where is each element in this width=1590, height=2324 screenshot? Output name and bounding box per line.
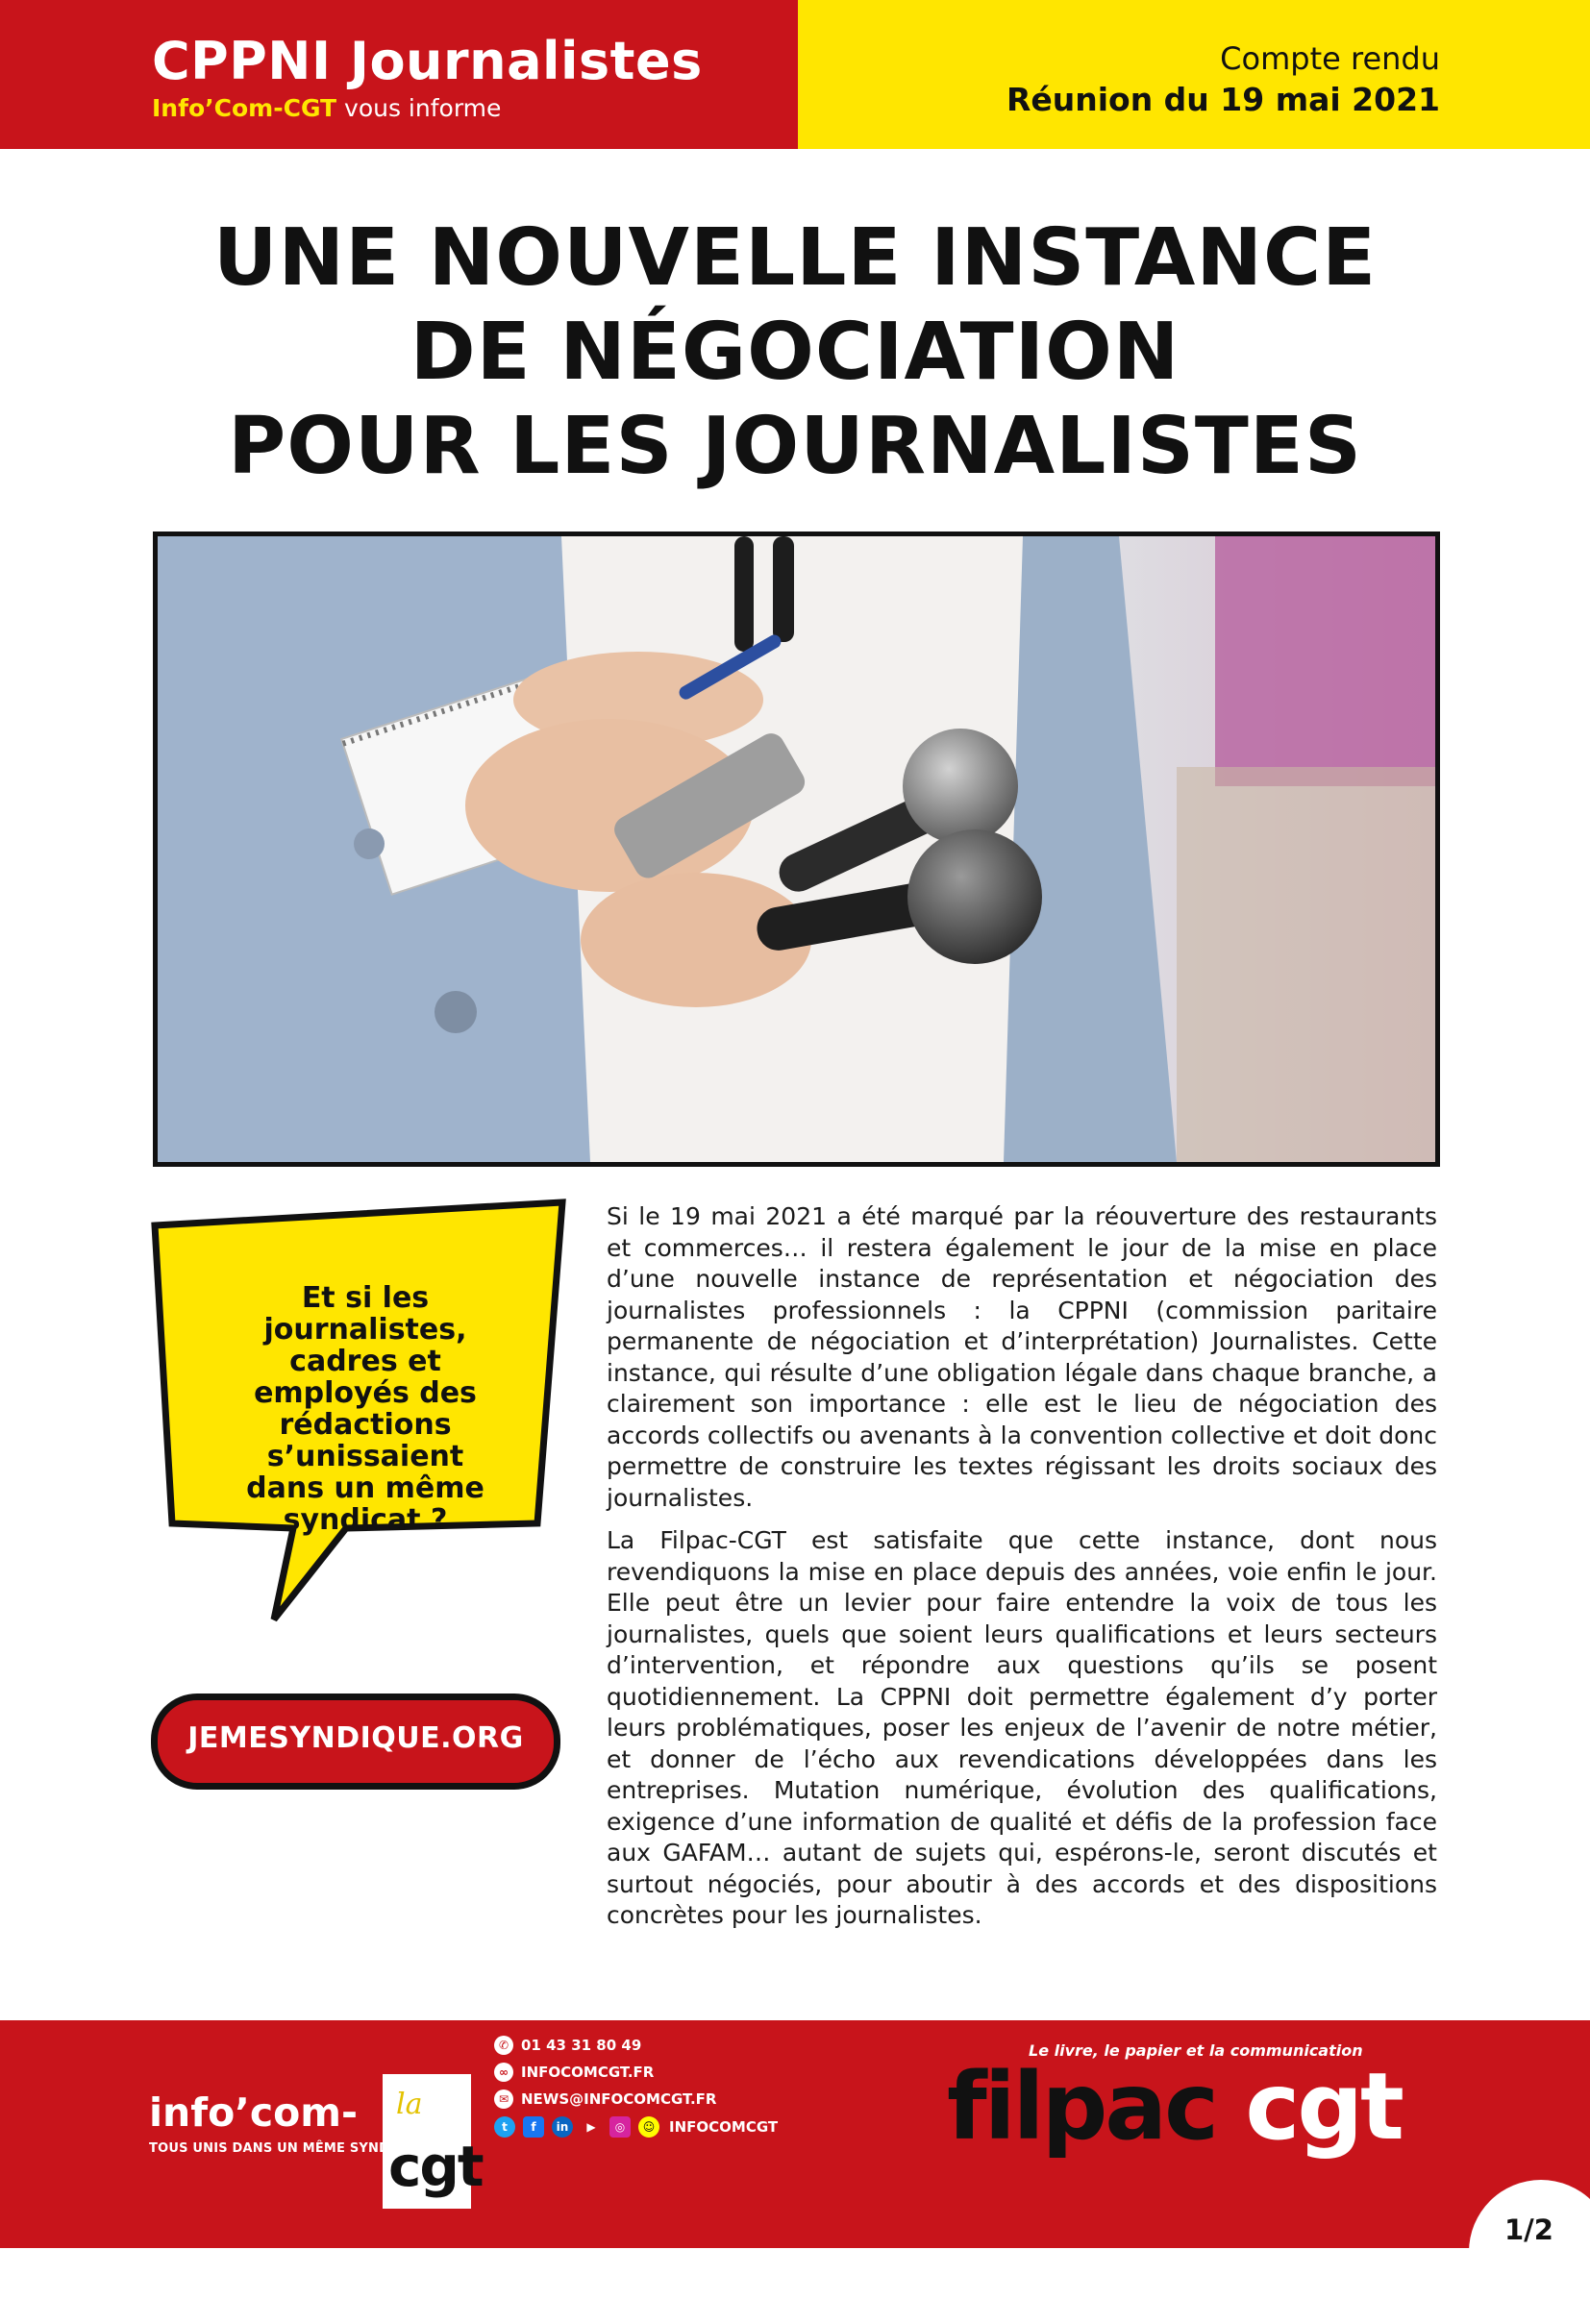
page-title-line-1: UNE NOUVELLE INSTANCE [212, 212, 1378, 304]
email-icon: ✉ [494, 2089, 513, 2109]
youtube-icon[interactable]: ▶ [581, 2116, 602, 2138]
infocom-tagline: TOUS UNIS DANS UN MÊME SYNDICAT [149, 2141, 422, 2156]
contact-phone[interactable] [494, 2036, 641, 2055]
contact-website-text: INFOCOMCGT.FR [521, 2064, 655, 2081]
contact-email-text: NEWS@INFOCOMCGT.FR [521, 2090, 717, 2108]
journalist-illustration [158, 536, 1435, 1162]
bubble-line: s’unissaient [266, 1440, 464, 1473]
phone-icon: ✆ [494, 2036, 513, 2055]
header-yellow-band [798, 0, 1590, 149]
header-title: CPPNI Journalistes [152, 31, 703, 91]
cgt-logo-la: la [396, 2088, 423, 2121]
speech-bubble-text [197, 1282, 534, 1536]
filpac-logo-name: filpac [947, 2053, 1216, 2161]
filpac-logo-cgt: cgt [1245, 2053, 1402, 2161]
page-title-line-2: DE NÉGOCIATION [410, 307, 1180, 398]
infocom-logo-text: info’com- [149, 2089, 359, 2136]
meeting-date: Réunion du 19 mai 2021 [1006, 81, 1440, 118]
article-paragraph-2: La Filpac-CGT est satisfaite que cette instance, dont nous revendiquons la mise en place depuis des années, voie enfin le jour. Elle peut être un levier pour faire entendre la voix de tous les journalistes, quels que soient leurs qualifications et leurs secteurs d’intervention, et répondre aux questions qu’ils se posent quotidiennement. La CPPNI doit permettre également d’y porter leurs problématiques, poser les enjeux de l’avenir de notre métier, et donner de l’écho aux revendications développées dans les entreprises. Mutation numérique, évolution des qualifications, exigence d’une information de qualité et défis de la profession face aux GAFAM… autant de sujets qui, espérons-le, seront discutés et surtout négociés, pour aboutir à des accords et des dispositions concrètes pour les journalistes. [607, 1526, 1437, 1929]
social-handle: INFOCOMCGT [669, 2118, 779, 2136]
bubble-line: cadres et [289, 1345, 441, 1378]
page-number: 1/2 [1504, 2213, 1553, 2246]
facebook-icon[interactable]: f [523, 2116, 544, 2138]
snapchat-icon[interactable]: ☺ [638, 2116, 659, 2138]
cgt-logo-text: cgt [388, 2134, 483, 2199]
bubble-line: dans un même [246, 1471, 484, 1505]
website-link-button[interactable] [151, 1694, 560, 1790]
bubble-line: rédactions [279, 1408, 452, 1442]
article-paragraph-1: Si le 19 mai 2021 a été marqué par la réouverture des restaurants et commerces… il restera également le jour de la mise en place d’une nouvelle instance de représentation et négociation des journalistes professionnels : la CPPNI (commission paritaire permanente de négociation et d’interprétation) Journalistes. Cette instance, qui résulte d’une obligation légale dans chaque branche, a clairement son importance : elle est le lieu de négociation des accords collectifs ou avenants à la convention collective et doit donc permettre de construire les textes régissant les droits sociaux des journalistes. [607, 1202, 1437, 1512]
website-link-label: JEMESYNDIQUE.ORG [187, 1721, 524, 1755]
doc-type: Compte rendu [1220, 40, 1440, 77]
bubble-line: syndicat ? [283, 1503, 448, 1537]
link-icon: ∞ [494, 2063, 513, 2082]
filpac-tagline: Le livre, le papier et la communication [1029, 2041, 1363, 2060]
social-links [494, 2116, 778, 2138]
contact-email[interactable] [494, 2089, 716, 2109]
contact-phone-text: 01 43 31 80 49 [521, 2037, 642, 2054]
instagram-icon[interactable]: ◎ [609, 2116, 631, 2138]
bubble-line: journalistes, [263, 1313, 467, 1347]
journalist-photo [153, 532, 1440, 1167]
contact-website[interactable] [494, 2063, 654, 2082]
filpac-cgt-logo [947, 2053, 1402, 2161]
page-title-line-3: POUR LES JOURNALISTES [228, 401, 1362, 492]
article-body [607, 1201, 1437, 1943]
header-subtitle [152, 94, 501, 122]
bubble-line: employés des [254, 1376, 477, 1410]
twitter-icon[interactable]: t [494, 2116, 515, 2138]
page-title [96, 211, 1494, 494]
linkedin-icon[interactable]: in [552, 2116, 573, 2138]
header-subtitle-brand: Info’Com-CGT [152, 94, 337, 122]
bubble-line: Et si les [301, 1281, 430, 1315]
header-subtitle-rest: vous informe [336, 94, 502, 122]
